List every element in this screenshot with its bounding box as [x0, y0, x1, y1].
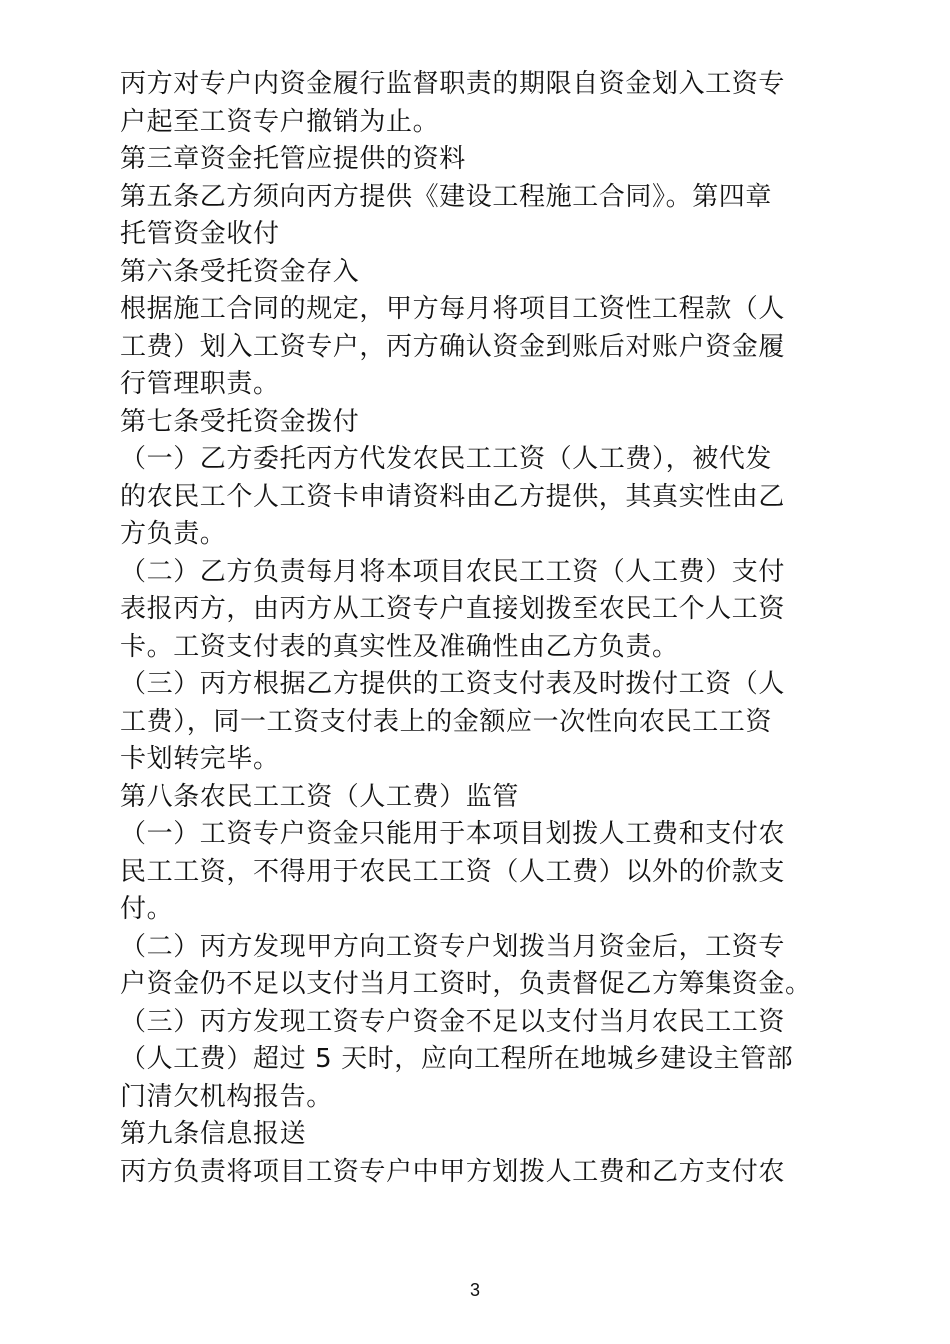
- text-line: （三）丙方发现工资专户资金不足以支付当月农民工工资: [120, 1006, 786, 1037]
- text-line: 民工工资，不得用于农民工工资（人工费）以外的价款支: [120, 856, 786, 887]
- page-number: 3: [469, 1280, 480, 1300]
- text-line: （三）丙方根据乙方提供的工资支付表及时拨付工资（人: [120, 669, 786, 699]
- text-line: 门清欠机构报告。: [120, 1081, 333, 1112]
- article-heading: 第七条受托资金拨付: [120, 406, 360, 437]
- text-line: 工费）划入工资专户，丙方确认资金到账后对账户资金履: [120, 331, 786, 362]
- text-line: 表报丙方，由丙方从工资专户直接划拨至农民工个人工资: [120, 594, 786, 624]
- text-line: 卡划转完毕。: [120, 744, 280, 774]
- text-line: 工费），同一工资支付表上的金额应一次性向农民工工资: [120, 706, 773, 737]
- text-line: 户起至工资专户撤销为止。: [120, 106, 440, 137]
- text-line: （二）乙方负责每月将本项目农民工工资（人工费）支付: [120, 556, 786, 587]
- article-heading: 第九条信息报送: [120, 1119, 307, 1149]
- text-line: 户资金仍不足以支付当月工资时，负责督促乙方筹集资金。: [120, 969, 812, 999]
- text-line: 的农民工个人工资卡申请资料由乙方提供，其真实性由乙: [120, 481, 786, 512]
- article-heading: 第八条农民工工资（人工费）监管: [120, 781, 520, 812]
- text-line: 卡。工资支付表的真实性及准确性由乙方负责。: [120, 631, 679, 662]
- text-line: （一）工资专户资金只能用于本项目划拨人工费和支付农: [120, 819, 786, 849]
- chapter-heading: 第三章资金托管应提供的资料: [120, 144, 466, 174]
- text-line: （人工费）超过 5 天时，应向工程所在地城乡建设主管部: [120, 1044, 794, 1074]
- article-heading: 第六条受托资金存入: [120, 256, 360, 287]
- text-line: 根据施工合同的规定，甲方每月将项目工资性工程款（人: [120, 294, 786, 324]
- text-line: 丙方负责将项目工资专户中甲方划拨人工费和乙方支付农: [120, 1156, 786, 1187]
- text-line: （一）乙方委托丙方代发农民工工资（人工费），被代发: [120, 444, 773, 474]
- text-line: 方负责。: [120, 519, 227, 549]
- text-line: （二）丙方发现甲方向工资专户划拨当月资金后，工资专: [120, 931, 786, 962]
- text-line: 第五条乙方须向丙方提供《建设工程施工合同》。第四章: [120, 181, 773, 212]
- text-line: 付。: [120, 894, 174, 924]
- text-line: 丙方对专户内资金履行监督职责的期限自资金划入工资专: [120, 69, 786, 99]
- text-line: 行管理职责。: [120, 369, 280, 399]
- document-body: [120, 66, 820, 1191]
- text-line: 托管资金收付: [120, 219, 280, 249]
